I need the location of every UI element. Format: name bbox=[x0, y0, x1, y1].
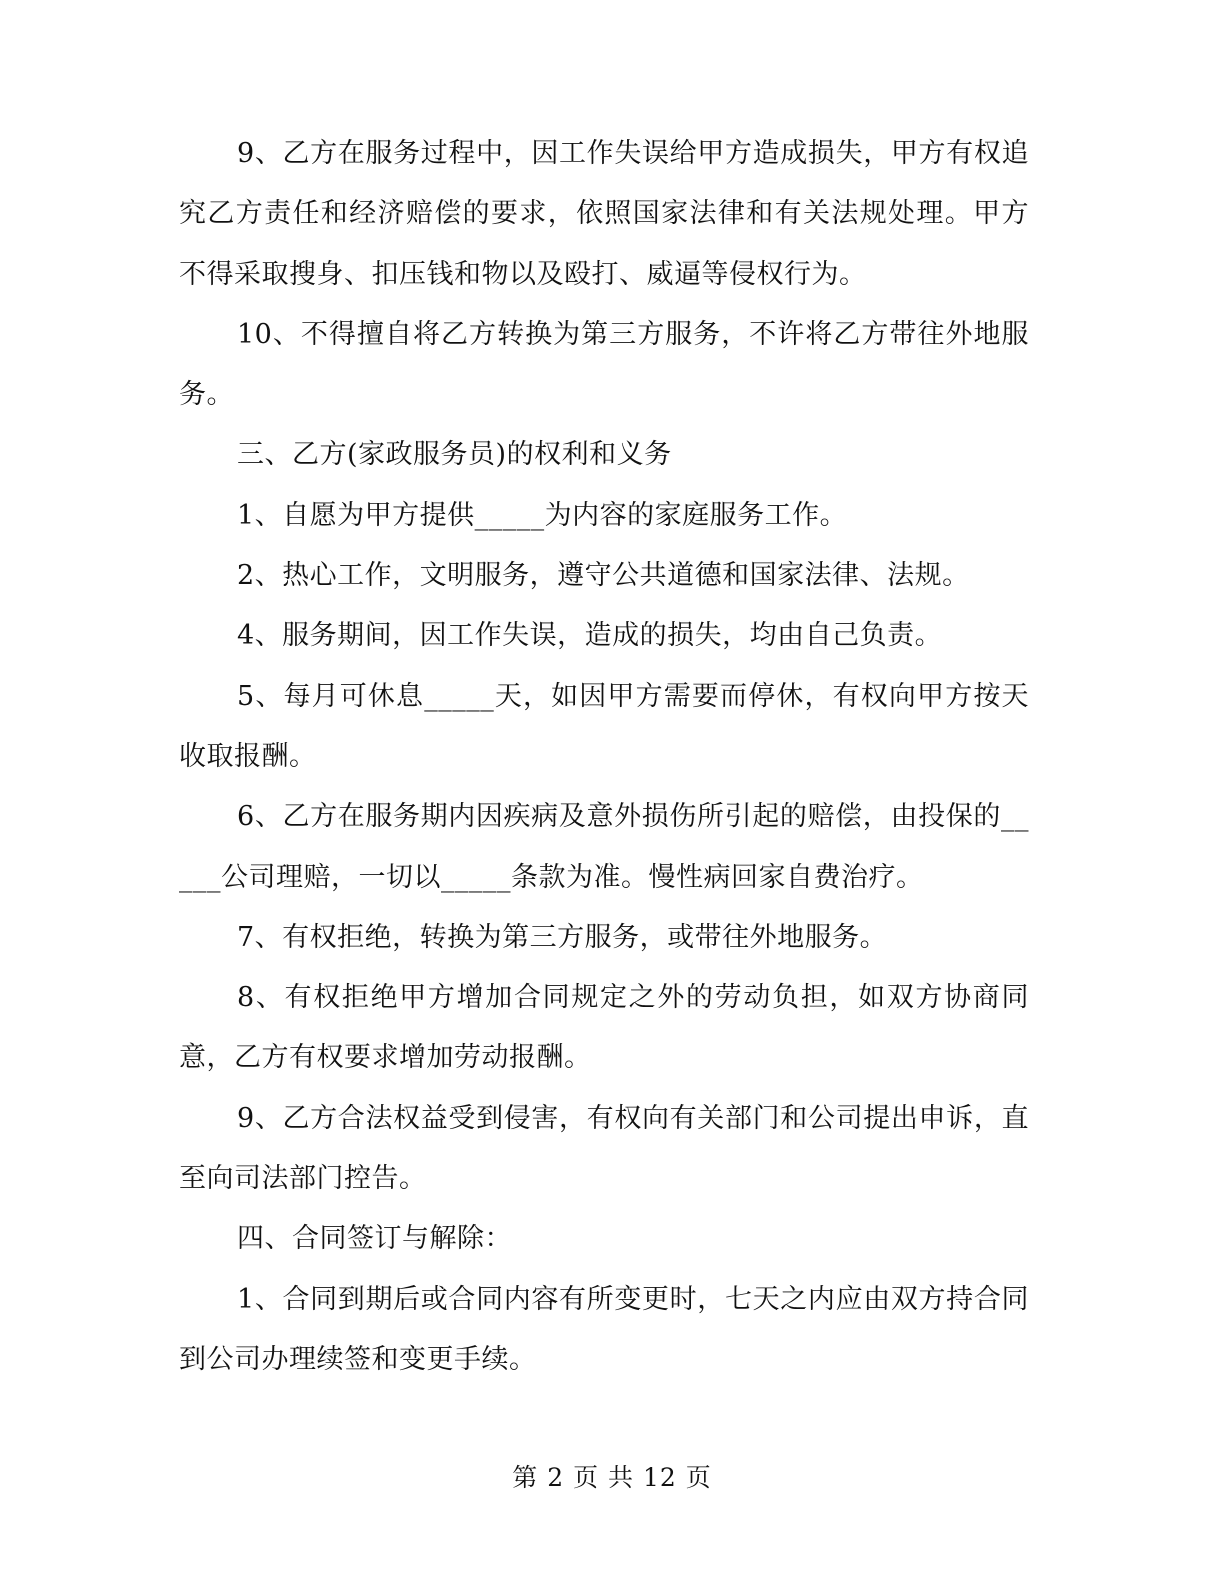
section-heading-party-b-rights: 三、乙方(家政服务员)的权利和义务 bbox=[237, 439, 672, 471]
paragraph-clause-8: 8、有权拒绝甲方增加合同规定之外的劳动负担，如双方协商同意，乙方有权要求增加劳动报酬。 bbox=[179, 982, 1029, 1074]
paragraph-clause-9-party-a: 9、乙方在服务过程中，因工作失误给甲方造成损失，甲方有权追究乙方责任和经济赔偿的要求，依照国家法律和有关法规处理。甲方不得采取搜身、扣压钱和物以及殴打、威逼等侵权行为。 bbox=[179, 138, 1029, 290]
paragraph-clause-10: 10、不得擅自将乙方转换为第三方服务，不许将乙方带往外地服务。 bbox=[179, 318, 1029, 411]
section-heading-contract-signing: 四、合同签订与解除： bbox=[237, 1223, 512, 1255]
paragraph-clause-4: 4、服务期间，因工作失误，造成的损失，均由自己负责。 bbox=[237, 620, 943, 652]
page-number-footer: 第 2 页 共 12 页 bbox=[512, 1463, 712, 1492]
document-body bbox=[179, 124, 1029, 1390]
paragraph-signing-clause-1: 1、合同到期后或合同内容有所变更时，七天之内应由双方持合同到公司办理续签和变更手续。 bbox=[179, 1283, 1029, 1375]
paragraph-clause-1: 1、自愿为甲方提供_____为内容的家庭服务工作。 bbox=[237, 499, 848, 531]
paragraph-clause-7: 7、有权拒绝，转换为第三方服务，或带往外地服务。 bbox=[237, 921, 888, 953]
paragraph-clause-5: 5、每月可休息_____天，如因甲方需要而停休，有权向甲方按天收取报酬。 bbox=[179, 680, 1029, 772]
paragraph-clause-9-party-b: 9、乙方合法权益受到侵害，有权向有关部门和公司提出申诉，直至向司法部门控告。 bbox=[179, 1102, 1029, 1195]
paragraph-clause-2: 2、热心工作，文明服务，遵守公共道德和国家法律、法规。 bbox=[237, 560, 970, 592]
paragraph-clause-6: 6、乙方在服务期内因疾病及意外损伤所引起的赔偿，由投保的_____公司理赔，一切以_____条款为准。慢性病回家自费治疗。 bbox=[179, 801, 1029, 893]
